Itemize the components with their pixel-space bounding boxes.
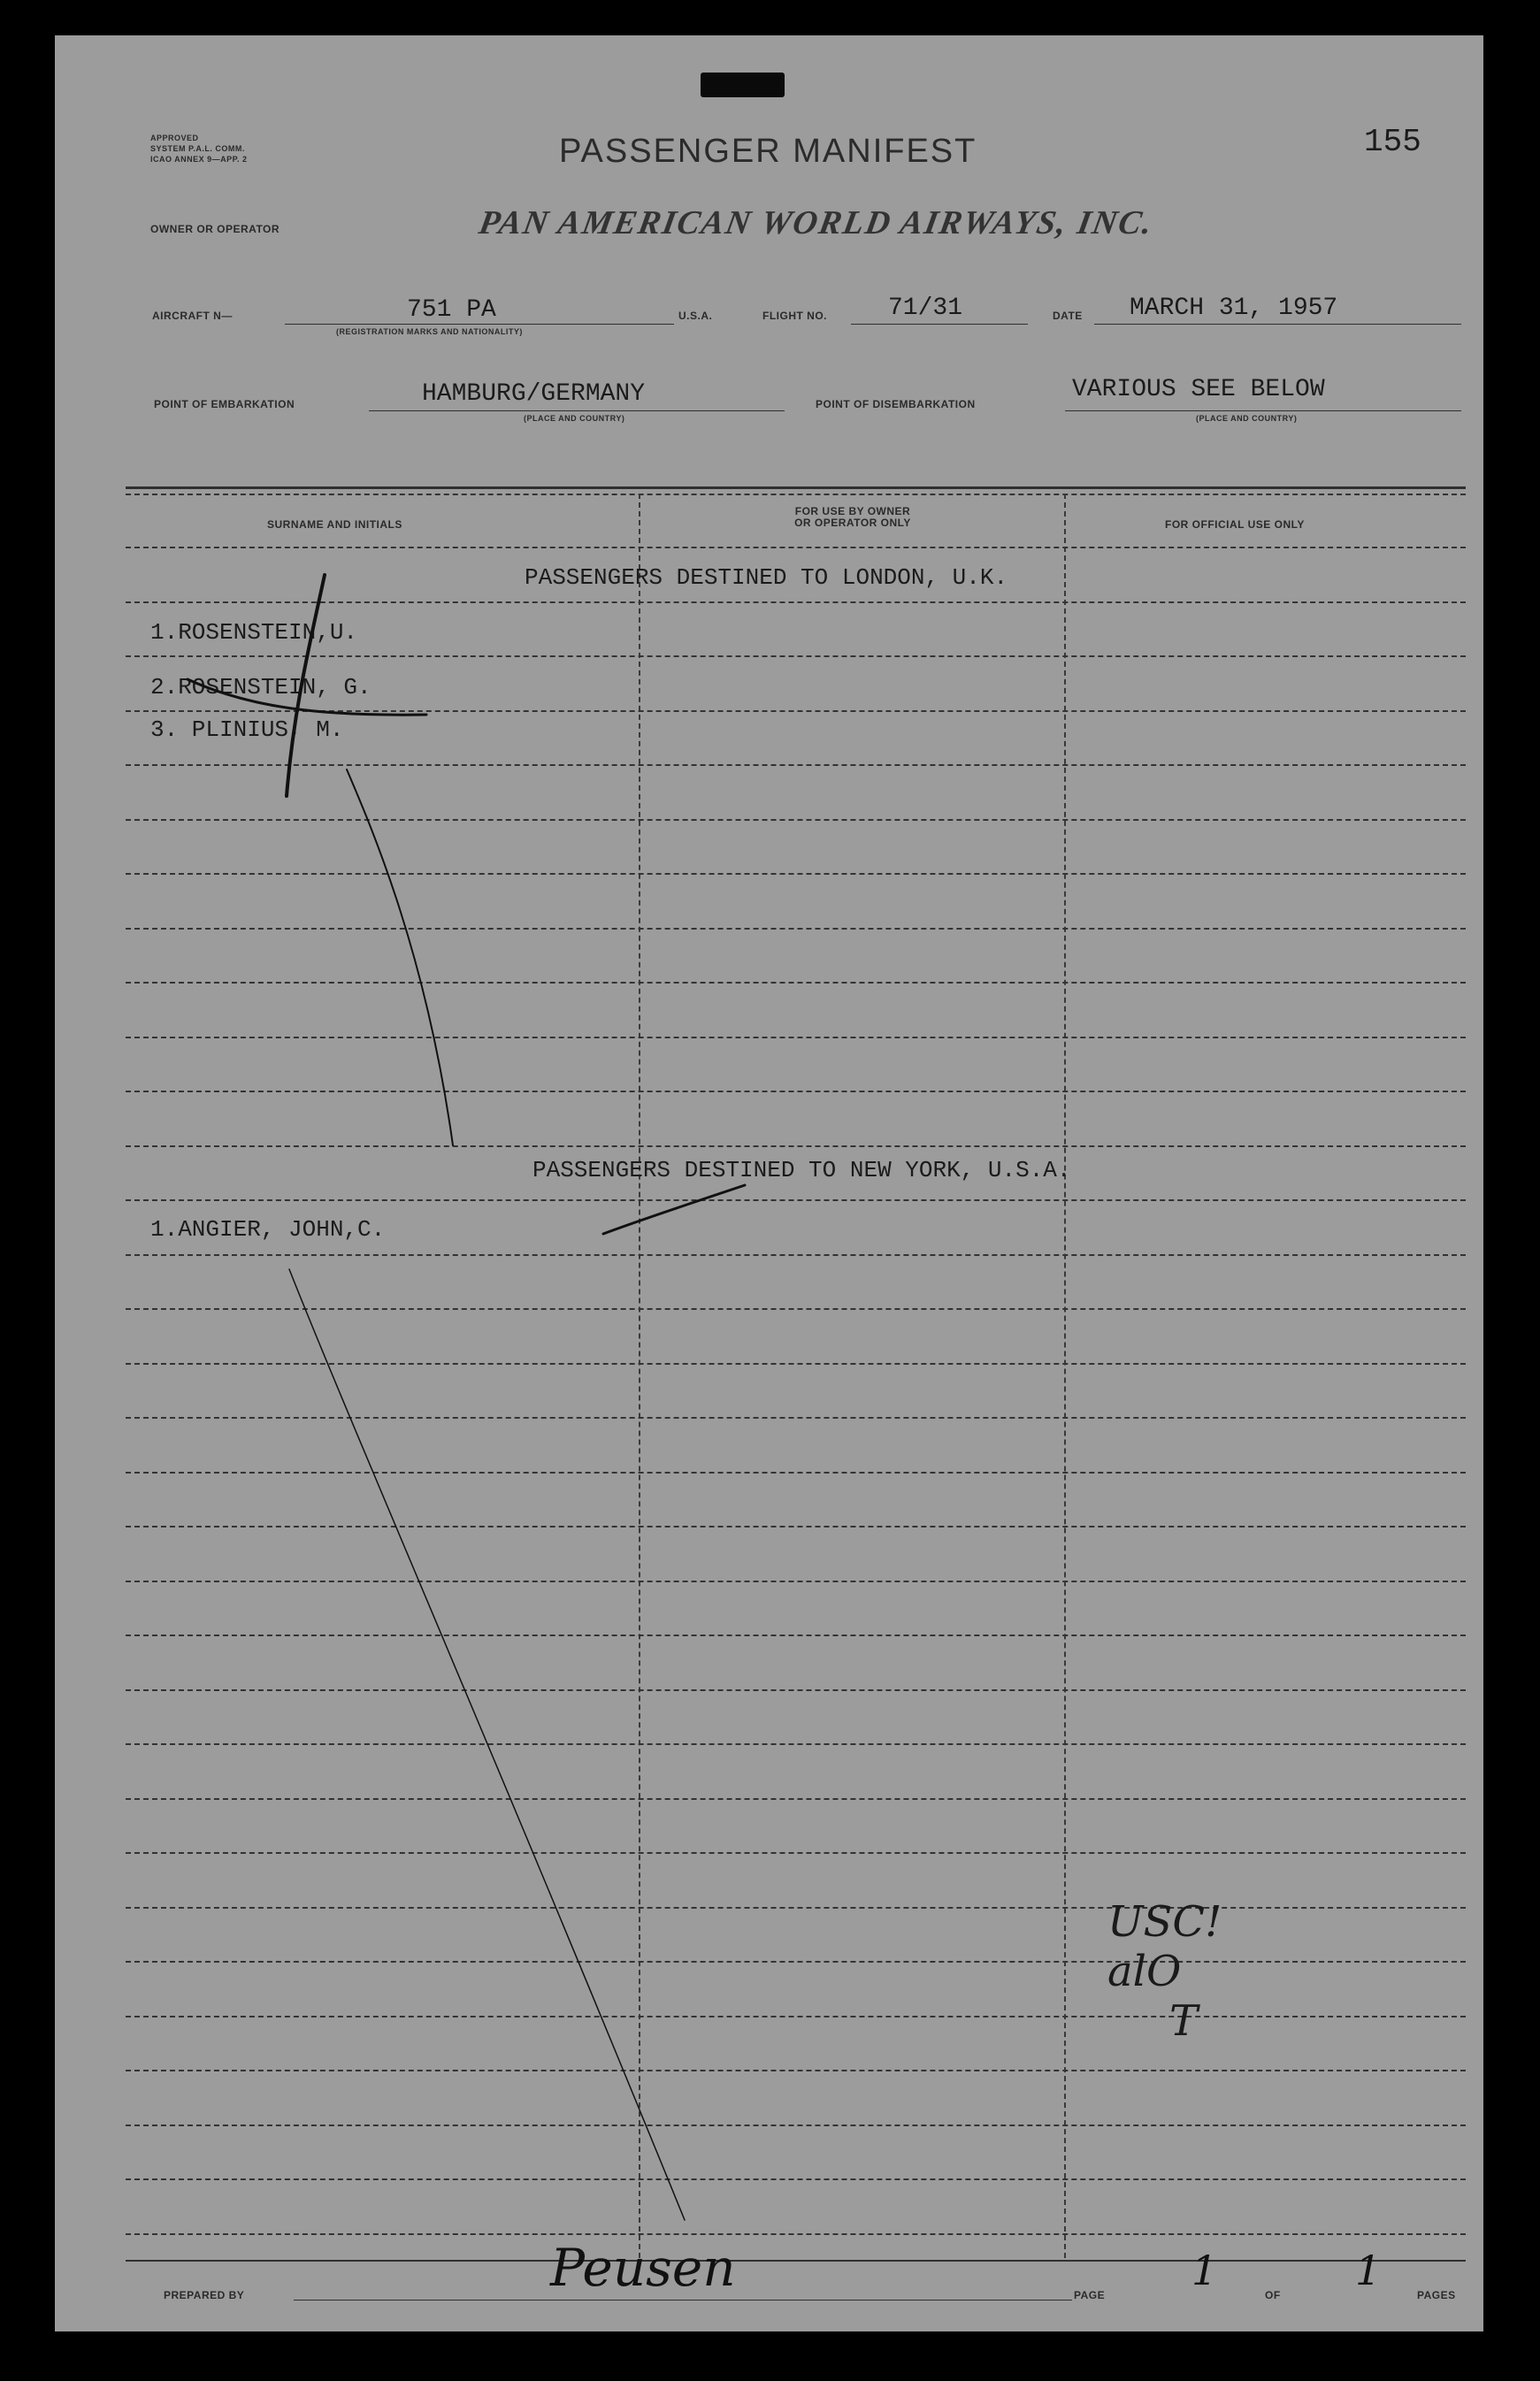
section-slash bbox=[603, 1185, 745, 1234]
cross-stroke-2 bbox=[188, 679, 426, 715]
embarkation-value: HAMBURG/GERMANY bbox=[422, 380, 646, 408]
col-header-surname: SURNAME AND INITIALS bbox=[267, 518, 402, 531]
embarkation-caption: (PLACE AND COUNTRY) bbox=[524, 414, 625, 423]
page-label: PAGE bbox=[1074, 2289, 1106, 2301]
page-number: 155 bbox=[1364, 124, 1421, 160]
long-stroke-1 bbox=[347, 769, 453, 1145]
aircraft-value: 751 PA bbox=[407, 296, 496, 324]
prepared-underline bbox=[294, 2300, 1072, 2301]
pen-marks bbox=[55, 35, 1483, 2331]
approval-line-3: ICAO ANNEX 9—APP. 2 bbox=[150, 155, 248, 164]
passenger-row: 1.ANGIER, JOHN,C. bbox=[150, 1216, 386, 1243]
cross-stroke-1 bbox=[287, 575, 325, 796]
col-header-owner-line-1: FOR USE BY OWNER bbox=[794, 505, 911, 517]
section-heading-new-york: PASSENGERS DESTINED TO NEW YORK, U.S.A. bbox=[532, 1157, 1071, 1183]
note-line-2: alO bbox=[1107, 1947, 1182, 1996]
approval-line-2: SYSTEM P.A.L. COMM. bbox=[150, 144, 245, 153]
embarkation-label: POINT OF EMBARKATION bbox=[154, 398, 295, 410]
disembarkation-label: POINT OF DISEMBARKATION bbox=[816, 398, 976, 410]
section-heading-london: PASSENGERS DESTINED TO LONDON, U.K. bbox=[525, 564, 1008, 591]
usa-label: U.S.A. bbox=[678, 310, 713, 322]
registration-caption: (REGISTRATION MARKS AND NATIONALITY) bbox=[336, 327, 523, 336]
of-value: 1 bbox=[1355, 2247, 1382, 2294]
pages-label: PAGES bbox=[1417, 2289, 1456, 2301]
passenger-row: 2.ROSENSTEIN, G. bbox=[150, 674, 372, 701]
col-header-owner-line-2: OR OPERATOR ONLY bbox=[794, 517, 911, 529]
disembarkation-caption: (PLACE AND COUNTRY) bbox=[1196, 414, 1298, 423]
page-value: 1 bbox=[1191, 2247, 1218, 2294]
owner-label: OWNER OR OPERATOR bbox=[150, 223, 280, 235]
owner-value: PAN AMERICAN WORLD AIRWAYS, INC. bbox=[476, 204, 1157, 241]
date-value: MARCH 31, 1957 bbox=[1130, 295, 1338, 322]
flight-label: FLIGHT NO. bbox=[762, 310, 827, 322]
col-header-official: FOR OFFICIAL USE ONLY bbox=[1165, 518, 1305, 531]
note-line-1: USC! bbox=[1107, 1897, 1222, 1947]
approval-line-1: APPROVED bbox=[150, 134, 199, 142]
long-stroke-2 bbox=[289, 1269, 685, 2220]
flight-value: 71/31 bbox=[888, 295, 963, 322]
of-label: OF bbox=[1265, 2289, 1281, 2301]
passenger-row: 1.ROSENSTEIN,U. bbox=[150, 619, 358, 646]
prepared-signature: Peusen bbox=[550, 2238, 736, 2298]
manifest-page bbox=[55, 35, 1483, 2331]
passenger-row: 3. PLINIUS, M. bbox=[150, 716, 344, 743]
prepared-label: PREPARED BY bbox=[164, 2289, 245, 2301]
page-title: PASSENGER MANIFEST bbox=[559, 133, 977, 170]
note-line-3: T bbox=[1169, 1996, 1199, 2046]
handwritten-note bbox=[1107, 1897, 1222, 2046]
date-label: DATE bbox=[1053, 310, 1083, 322]
disembarkation-value: VARIOUS SEE BELOW bbox=[1072, 376, 1325, 403]
aircraft-label: AIRCRAFT N— bbox=[152, 310, 233, 322]
footer-rule bbox=[126, 2260, 1466, 2262]
